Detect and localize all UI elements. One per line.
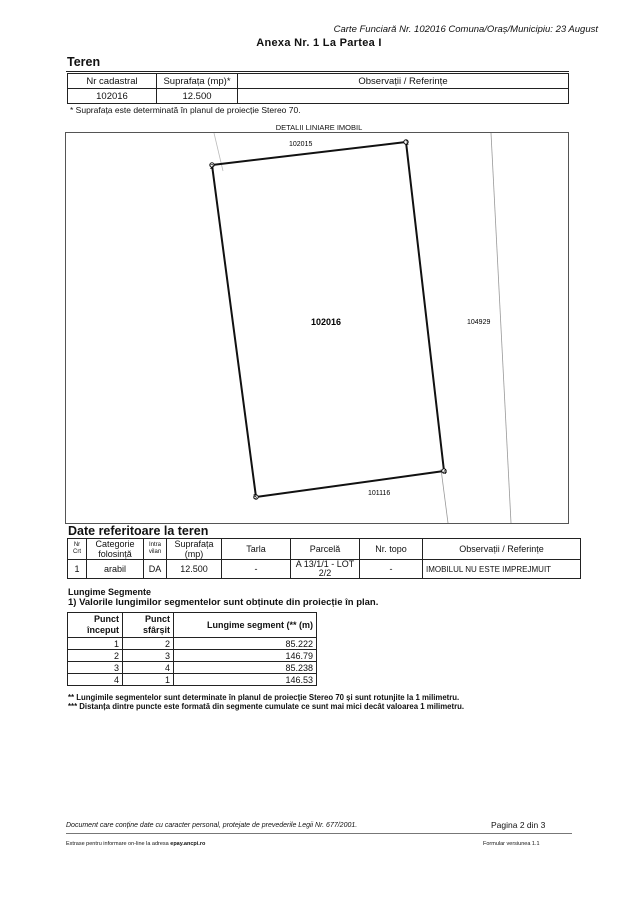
cell-length: 85.238: [174, 662, 317, 674]
cell-start: 2: [68, 650, 123, 662]
cell-observatii: IMOBILUL NU ESTE IMPREJMUIT: [423, 560, 581, 579]
date-teren-section-title: Date referitoare la teren: [68, 524, 209, 538]
parcel-plan-drawing: [66, 133, 568, 523]
document-reference: Carte Funciară Nr. 102016 Comuna/Oraș/Municipiu: 23 August: [333, 24, 598, 35]
cell-intravilan: DA: [144, 560, 167, 579]
personal-data-notice: Document care conține date cu caracter personal, protejate de prevederile Legii Nr. 677/2001.: [66, 822, 358, 829]
section-divider: [66, 71, 569, 72]
cell-end: 3: [123, 650, 174, 662]
table-row: [68, 560, 581, 579]
online-info-link[interactable]: epay.ancpi.ro: [170, 841, 206, 847]
cell-parcela: A 13/1/1 - LOT 2/2: [291, 560, 360, 579]
annex-title: Anexa Nr. 1 La Partea I: [256, 37, 382, 49]
segments-note-2: *** Distanța dintre puncte este formată din segmente cumulate ce sunt mai mici decât valoarea 1 milimetru.: [68, 702, 465, 711]
point-label: 3: [253, 494, 257, 501]
neighbor-boundary: [441, 469, 448, 523]
cell-end: 2: [123, 638, 174, 650]
col-suprafata: Suprafața (mp)*: [157, 74, 238, 89]
col-parcela: Parcelă: [291, 539, 360, 560]
segments-note-1: ** Lungimile segmentelor sunt determinate în planul de proiecție Stereo 70 și sunt rotunjite la 1 milimetru.: [68, 693, 460, 702]
cell-start: 3: [68, 662, 123, 674]
cell-length: 146.53: [174, 674, 317, 686]
land-details-table: [67, 538, 581, 579]
table-row: [68, 662, 317, 674]
online-info: [66, 841, 205, 847]
col-punct-sfarsit: Punct sfârșit: [123, 613, 174, 638]
table-row: [68, 638, 317, 650]
cell-length: 146.79: [174, 650, 317, 662]
parcel-label: 102016: [311, 317, 342, 327]
table-row: [68, 674, 317, 686]
segments-subtitle: 1) Valorile lungimilor segmentelor sunt obținute din proiecție în plan.: [68, 597, 379, 608]
neighbor-right-label: 104929: [467, 319, 491, 326]
cell-start: 4: [68, 674, 123, 686]
col-observatii: Observații / Referințe: [238, 74, 569, 89]
cell-length: 85.222: [174, 638, 317, 650]
cell-start: 1: [68, 638, 123, 650]
cell-end: 1: [123, 674, 174, 686]
col-tarla: Tarla: [222, 539, 291, 560]
col-nr-crt: Nr Crt: [68, 539, 87, 560]
cell-end: 4: [123, 662, 174, 674]
cell-nr-cadastral: 102016: [68, 89, 157, 104]
col-intravilan: Intra vilan: [144, 539, 167, 560]
neighbor-top-label: 102015: [289, 141, 313, 148]
col-observatii: Observații / Referințe: [423, 539, 581, 560]
col-categorie: Categorie folosință: [87, 539, 144, 560]
cell-nr-topo: -: [360, 560, 423, 579]
table-row: [68, 89, 569, 104]
cell-suprafata: 12.500: [167, 560, 222, 579]
segments-title: Lungime Segmente: [68, 587, 152, 597]
cell-nr-crt: 1: [68, 560, 87, 579]
cell-suprafata: 12.500: [157, 89, 238, 104]
teren-table: [67, 73, 569, 104]
cell-observatii: [238, 89, 569, 104]
teren-section-title: Teren: [67, 55, 101, 69]
point-label: 2: [210, 164, 214, 171]
col-nr-cadastral: Nr cadastral: [68, 74, 157, 89]
parcel-plan: [65, 132, 569, 524]
neighbor-bottom-label: 101116: [368, 490, 391, 497]
segments-table: [67, 612, 317, 686]
col-lungime: Lungime segment (** (m): [174, 613, 317, 638]
col-suprafata: Suprafața (mp): [167, 539, 222, 560]
table-header-row: [68, 74, 569, 89]
table-header-row: [68, 539, 581, 560]
table-header-row: [68, 613, 317, 638]
point-label: 1: [405, 140, 409, 147]
online-info-text: Extrase pentru informare on-line la adresa: [66, 841, 169, 847]
cell-tarla: -: [222, 560, 291, 579]
plan-title: DETALII LINIARE IMOBIL: [275, 123, 363, 132]
surface-footnote: * Suprafața este determinată în planul de proiecție Stereo 70.: [70, 105, 301, 115]
point-label: 4: [443, 469, 447, 476]
col-nr-topo: Nr. topo: [360, 539, 423, 560]
neighbor-boundary: [491, 133, 511, 523]
cell-categorie: arabil: [87, 560, 144, 579]
page-number: Pagina 2 din 3: [491, 820, 546, 830]
form-version: Formular versiunea 1.1: [483, 841, 540, 847]
table-row: [68, 650, 317, 662]
footer-divider: [66, 833, 572, 834]
col-punct-inceput: Punct început: [68, 613, 123, 638]
